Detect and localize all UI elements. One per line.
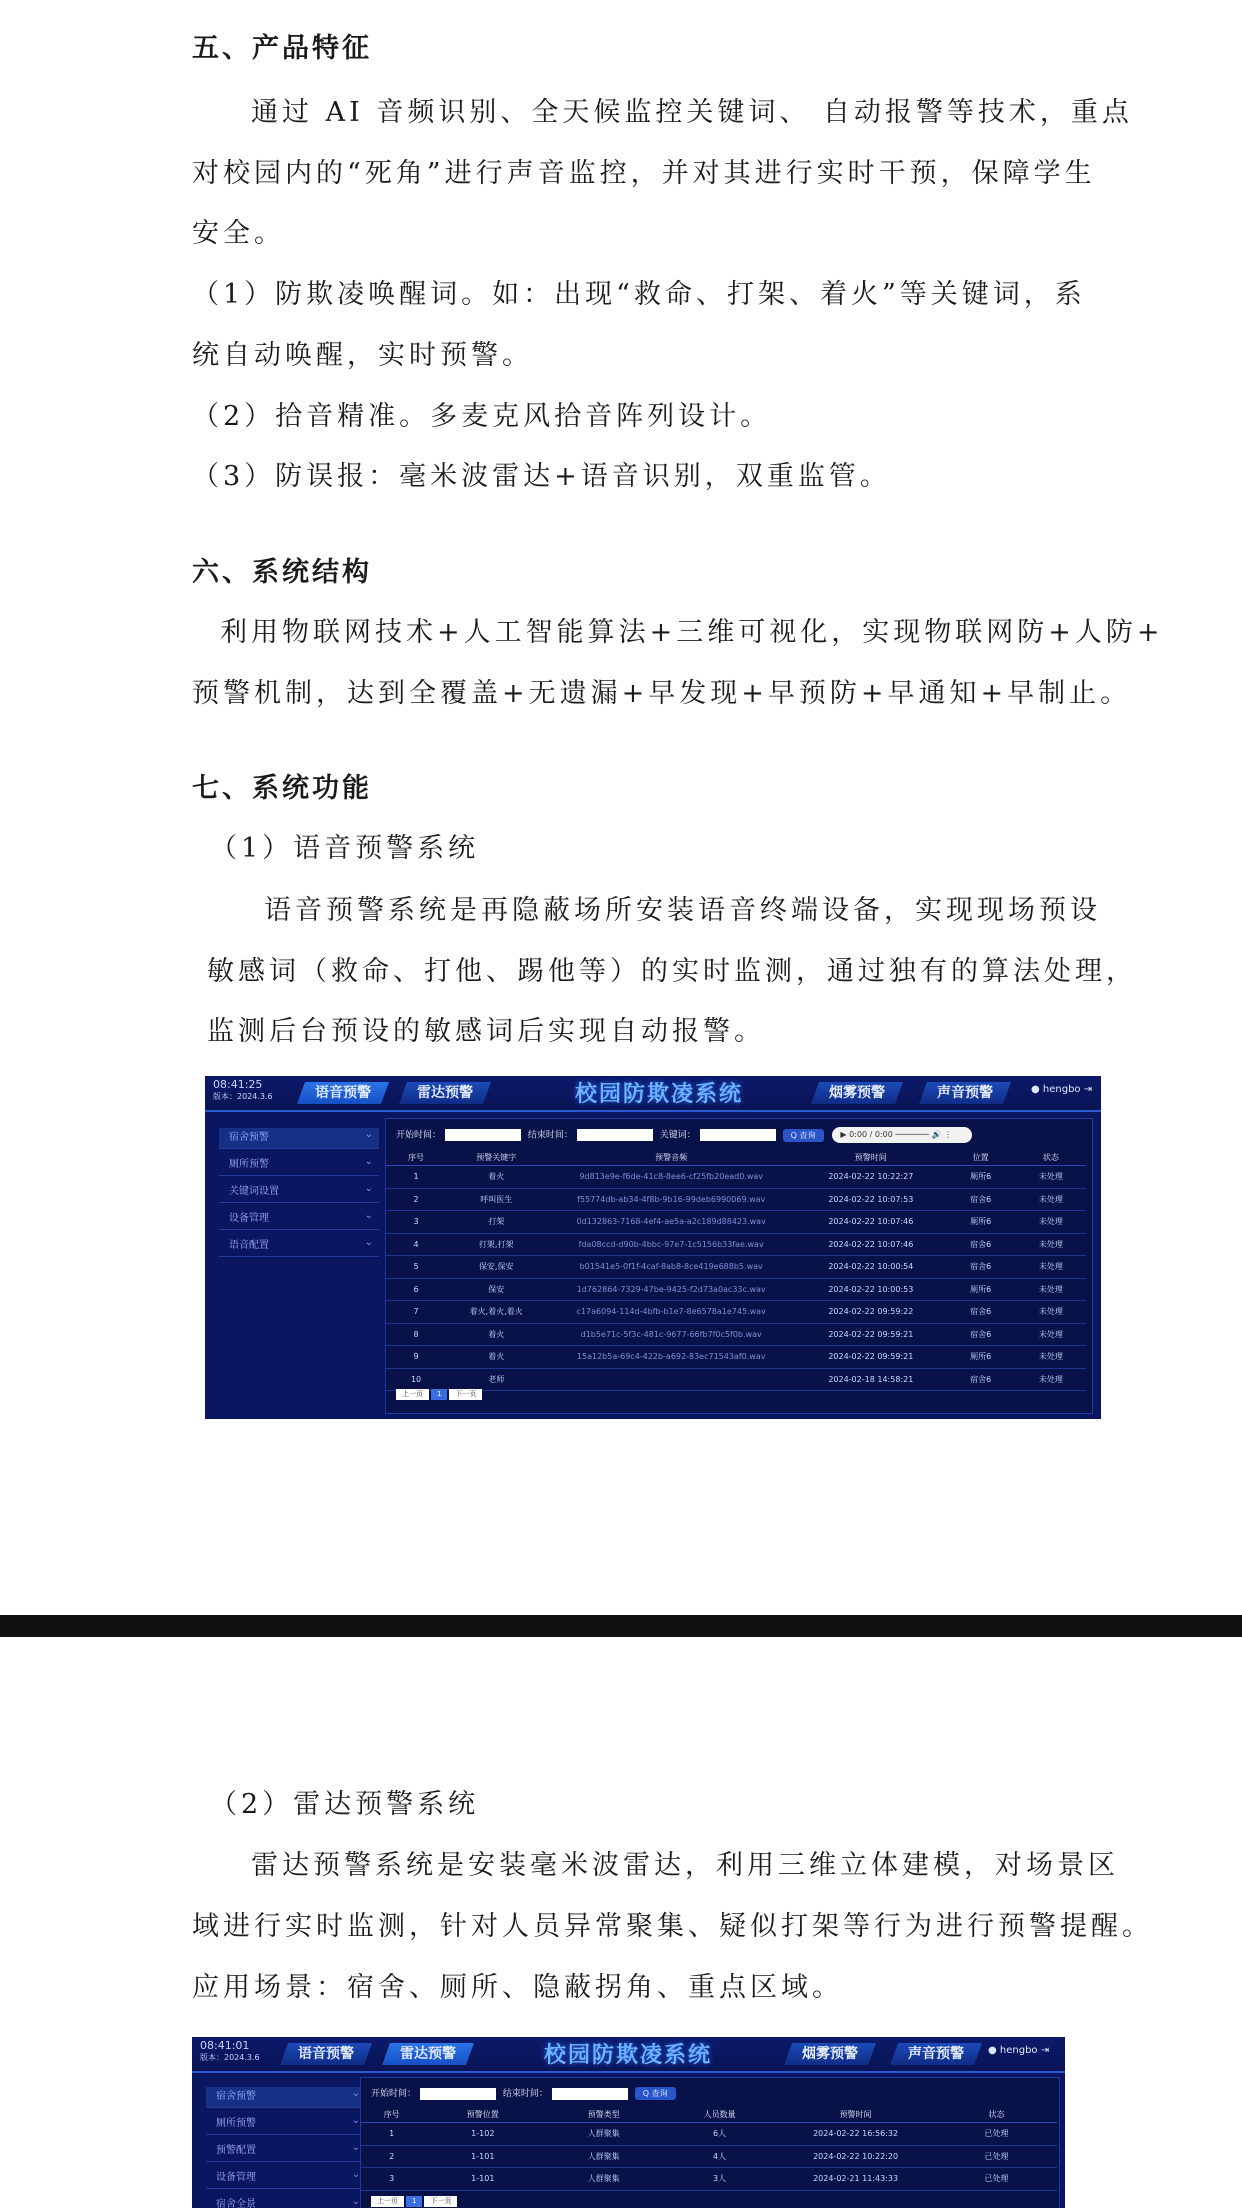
table-cell: 1-101	[422, 2168, 543, 2191]
next-page-button[interactable]: 下一页	[424, 2196, 457, 2207]
filter-bar: 开始时间： 结束时间： Q 查询	[371, 2086, 676, 2100]
table-cell: 未处理	[1016, 1368, 1086, 1391]
next-page-button[interactable]: 下一页	[449, 1389, 482, 1400]
table-cell: 着火	[446, 1346, 546, 1369]
table-cell: c17a6094-114d-4bfb-b1e7-8e6578a1e745.wav	[546, 1301, 796, 1324]
start-time-input[interactable]	[445, 1129, 521, 1141]
table-cell: 宿舍6	[946, 1233, 1016, 1256]
table-cell: 2024-02-22 09:59:22	[796, 1301, 946, 1324]
system-title: 校园防欺凌系统	[544, 2043, 713, 2068]
table-cell: 15a12b5a-69c4-422b-a692-83ec71543af0.wav	[546, 1346, 796, 1369]
table-cell: 着火,着火,着火	[446, 1301, 546, 1324]
table-cell: 3	[361, 2168, 422, 2191]
subsection-title: （2）雷达预警系统	[210, 1789, 480, 1820]
page-number[interactable]: 1	[406, 2196, 422, 2207]
table-cell: 未处理	[1016, 1301, 1086, 1324]
table-cell: 4	[386, 1233, 446, 1256]
table-cell: 打架,打架	[446, 1233, 546, 1256]
end-time-input[interactable]	[552, 2088, 628, 2100]
table-row[interactable]	[386, 1368, 1086, 1391]
paragraph-line: 语音预警系统是再隐蔽场所安装语音终端设备，实现现场预设	[264, 895, 1101, 926]
section-heading-structure: 六、系统结构	[192, 557, 372, 588]
table-cell: 4人	[664, 2145, 775, 2168]
sidebar-item[interactable]: 宿舍预警 ⌄	[219, 1128, 379, 1149]
user-menu[interactable]: ● hengbo ⇥	[988, 2045, 1050, 2056]
table-cell: 1-101	[422, 2145, 543, 2168]
table-cell: 人群聚集	[543, 2123, 664, 2146]
table-cell: 人群聚集	[543, 2145, 664, 2168]
paragraph-line: 域进行实时监测，针对人员异常聚集、疑似打架等行为进行预警提醒。	[192, 1911, 1153, 1942]
table-row[interactable]	[386, 1323, 1086, 1346]
table-cell: 2024-02-21 11:43:33	[775, 2168, 936, 2191]
table-cell: 2024-02-22 09:59:21	[796, 1346, 946, 1369]
table-row[interactable]	[386, 1166, 1086, 1189]
paragraph-line: 雷达预警系统是安装毫米波雷达，利用三维立体建模，对场景区	[251, 1850, 1119, 1881]
table-cell: 2024-02-22 10:07:46	[796, 1211, 946, 1234]
section-heading-functions: 七、系统功能	[192, 773, 372, 804]
table-cell: 宿舍6	[946, 1323, 1016, 1346]
table-cell: 厕所6	[946, 1346, 1016, 1369]
table-cell: 1	[386, 1166, 446, 1189]
system-title: 校园防欺凌系统	[575, 1082, 744, 1107]
table-cell: 打架	[446, 1211, 546, 1234]
app-header	[192, 2037, 1065, 2073]
pagination	[396, 1389, 484, 1400]
paragraph-line: 对校园内的“死角”进行声音监控，并对其进行实时干预，保障学生	[192, 158, 1096, 189]
table-cell: 已处理	[936, 2168, 1057, 2191]
table-cell: 未处理	[1016, 1278, 1086, 1301]
clock: 08:41:01 版本：2024.3.6	[200, 2039, 260, 2062]
paragraph-line: 安全。	[192, 218, 285, 249]
table-cell: b01541e5-0f1f-4caf-8ab8-8ce419e688b5.wav	[546, 1256, 796, 1279]
table-cell: 厕所6	[946, 1166, 1016, 1189]
section-heading-features: 五、产品特征	[192, 33, 372, 64]
voice-main-panel	[385, 1118, 1093, 1414]
prev-page-button[interactable]: 上一页	[371, 2196, 404, 2207]
table-row[interactable]	[386, 1188, 1086, 1211]
sidebar-item[interactable]: 预警配置 ⌄	[206, 2141, 366, 2162]
table-cell: 8	[386, 1323, 446, 1346]
table-cell: 5	[386, 1256, 446, 1279]
sidebar-item[interactable]: 设备管理 ⌄	[206, 2168, 366, 2189]
table-cell: f55774db-ab34-4f8b-9b16-99deb6990069.wav	[546, 1188, 796, 1211]
radar-alert-table: 序号 预警位置 预警类型 人员数量 预警时间 状态 1 1-102 人群聚集 6人 2024-02-22 16:56:32 已处理 2 1-101 人群聚集 4人 2024-02-22 10:22:20 已处理 3 1-101 人群聚集 3人 2024-02-21 11:43:33 已处理	[361, 2106, 1057, 2191]
table-cell: 3人	[664, 2168, 775, 2191]
feature-item: （3）防误报：毫米波雷达+语音识别，双重监管。	[192, 461, 891, 492]
table-row[interactable]	[386, 1278, 1086, 1301]
table-row[interactable]	[386, 1233, 1086, 1256]
table-cell: 未处理	[1016, 1211, 1086, 1234]
sidebar-item[interactable]: 关键词设置 ⌄	[219, 1182, 379, 1203]
table-cell: 2024-02-22 16:56:32	[775, 2123, 936, 2146]
sidebar-item[interactable]: 语音配置 ⌄	[219, 1236, 379, 1257]
paragraph-line: 应用场景：宿舍、厕所、隐蔽拐角、重点区域。	[192, 1972, 843, 2003]
keyword-input[interactable]	[700, 1129, 776, 1141]
page-number[interactable]: 1	[431, 1389, 447, 1400]
table-cell: 呼叫医生	[446, 1188, 546, 1211]
table-cell: 2024-02-22 10:00:53	[796, 1278, 946, 1301]
filter-bar: 开始时间： 结束时间： 关键词： Q 查询 ▶ 0:00 / 0:00 ─────── 🔊 ⋮	[396, 1127, 972, 1143]
document-page-2	[0, 1637, 1242, 2208]
tab-radar-alert[interactable]: 雷达预警	[399, 1082, 491, 1104]
feature-item: （2）拾音精准。多麦克风拾音阵列设计。	[192, 401, 772, 432]
table-cell: 宿舍6	[946, 1188, 1016, 1211]
sidebar	[206, 2087, 366, 2208]
table-cell: 3	[386, 1211, 446, 1234]
table-cell: 保安,保安	[446, 1256, 546, 1279]
tab-voice-alert[interactable]: 语音预警	[297, 1082, 389, 1104]
tab-smoke-alert[interactable]: 烟雾预警	[811, 1082, 903, 1104]
tab-voice-alert[interactable]: 语音预警	[280, 2043, 372, 2065]
table-cell: 2	[386, 1188, 446, 1211]
radar-alert-screenshot	[192, 2037, 1065, 2208]
table-cell: 未处理	[1016, 1166, 1086, 1189]
table-cell: 1	[361, 2123, 422, 2146]
table-cell: 保安	[446, 1278, 546, 1301]
table-cell: 6	[386, 1278, 446, 1301]
table-cell	[546, 1368, 796, 1391]
table-row[interactable]	[386, 1256, 1086, 1279]
table-cell: 2024-02-22 10:22:27	[796, 1166, 946, 1189]
app-header	[205, 1076, 1101, 1112]
table-cell: 2024-02-22 10:07:53	[796, 1188, 946, 1211]
search-button[interactable]: Q 查询	[783, 1129, 824, 1142]
tab-sound-alert[interactable]: 声音预警	[890, 2043, 982, 2065]
table-cell: d1b5e71c-5f3c-481c-9677-66fb7f0c5f0b.wav	[546, 1323, 796, 1346]
tab-smoke-alert[interactable]: 烟雾预警	[784, 2043, 876, 2065]
table-row[interactable]	[361, 2123, 1057, 2146]
table-cell: 人群聚集	[543, 2168, 664, 2191]
pagination	[371, 2196, 459, 2207]
table-cell: 老师	[446, 1368, 546, 1391]
radar-main-panel	[360, 2077, 1060, 2208]
table-cell: 2024-02-22 09:59:21	[796, 1323, 946, 1346]
subsection-title: （1）语音预警系统	[210, 833, 480, 864]
table-cell: 2024-02-22 10:07:46	[796, 1233, 946, 1256]
paragraph-line: 通过 AI 音频识别、全天候监控关键词、 自动报警等技术，重点	[251, 97, 1133, 128]
sidebar-item[interactable]: 厕所预警 ⌄	[219, 1155, 379, 1176]
sidebar-item[interactable]: 设备管理 ⌄	[219, 1209, 379, 1230]
table-cell: 宿舍6	[946, 1256, 1016, 1279]
user-menu[interactable]: ● hengbo ⇥	[1031, 1084, 1093, 1095]
table-cell: 着火	[446, 1166, 546, 1189]
paragraph-line: 监测后台预设的敏感词后实现自动报警。	[207, 1016, 765, 1047]
table-cell: 6人	[664, 2123, 775, 2146]
sidebar-item[interactable]: 宿舍预警 ⌄	[206, 2087, 366, 2108]
table-cell: 9d813e9e-f6de-41c8-8ee6-cf25fb20ead0.wav	[546, 1166, 796, 1189]
tab-sound-alert[interactable]: 声音预警	[919, 1082, 1011, 1104]
audio-player[interactable]: ▶ 0:00 / 0:00 ─────── 🔊 ⋮	[832, 1127, 972, 1143]
table-cell: 2024-02-22 10:22:20	[775, 2145, 936, 2168]
table-cell: 未处理	[1016, 1323, 1086, 1346]
table-cell: 2024-02-22 10:00:54	[796, 1256, 946, 1279]
table-cell: 1d762864-7329-47be-9425-f2d73a0ac33c.wav	[546, 1278, 796, 1301]
prev-page-button[interactable]: 上一页	[396, 1389, 429, 1400]
table-cell: 宿舍6	[946, 1301, 1016, 1324]
paragraph-line: 预警机制，达到全覆盖+无遗漏+早发现+早预防+早通知+早制止。	[192, 678, 1132, 709]
paragraph-line: 利用物联网技术+人工智能算法+三维可视化，实现物联网防+人防+	[220, 617, 1164, 648]
table-row[interactable]	[386, 1301, 1086, 1324]
sidebar	[219, 1128, 379, 1263]
table-cell: 厕所6	[946, 1278, 1016, 1301]
tab-radar-alert[interactable]: 雷达预警	[382, 2043, 474, 2065]
table-row[interactable]	[361, 2168, 1057, 2191]
table-cell: 未处理	[1016, 1233, 1086, 1256]
table-cell: 2	[361, 2145, 422, 2168]
voice-alert-screenshot	[205, 1076, 1101, 1419]
page-separator	[0, 1615, 1242, 1637]
search-button[interactable]: Q 查询	[635, 2087, 676, 2100]
start-time-input[interactable]	[420, 2088, 496, 2100]
table-cell: 已处理	[936, 2123, 1057, 2146]
voice-alert-table: 序号 预警关键字 预警音频 预警时间 位置 状态 1 着火 9d813e9e-f6de-41c8-8ee6-cf25fb20ead0.wav 2024-02-22 10:22:27 厕所6 未处理 2 呼叫医生 f55774db-ab34-4f8b-9b16-99deb6990069.wav 2024-02-22 10:07:53 宿舍6 未处理 3 打架 0d132863-7168-4ef4-ae5a-a2c189d88423.wav 2024-02-22 10:07:46 厕所6 未处理 4 打架,打架 fda08ccd-d90b-4bbc-97e7-1c5156b33fae.wav 2024-02-22 10:07:46 宿舍6 未处理 5 保安,保安 b01541e5-0f1f-4caf-8ab8-8ce419e688b5.wav 2024-02-22 10:00:54 宿舍6 未处理 6 保安 1d762864-7329-47be-9425-f2d73a0ac33c.wav 2024-02-22 10:00:53 厕所6 未处理 7 着火,着火,着火 c17a6094-114d-4bfb-b1e7-8e6578a1e745.wav 2024-02-22 09:59:22 宿舍6 未处理 8 着火 d1b5e71c-5f3c-481c-9677-66fb7f0c5f0b.wav 2024-02-22 09:59:21 宿舍6 未处理 9 着火 15a12b5a-69c4-422b-a692-83ec71543af0.wav 2024-02-22 09:59:21 厕所6 未处理 10 老师 2024-02-18 14:58:21 宿舍6 未处理	[386, 1149, 1086, 1391]
table-cell: 厕所6	[946, 1211, 1016, 1234]
table-cell: 已处理	[936, 2145, 1057, 2168]
table-cell: 着火	[446, 1323, 546, 1346]
table-cell: 1-102	[422, 2123, 543, 2146]
table-cell: 9	[386, 1346, 446, 1369]
clock: 08:41:25 版本：2024.3.6	[213, 1078, 273, 1101]
table-row[interactable]	[386, 1346, 1086, 1369]
table-cell: 7	[386, 1301, 446, 1324]
end-time-input[interactable]	[577, 1129, 653, 1141]
sidebar-item[interactable]: 宿舍全景 ⌄	[206, 2195, 366, 2208]
table-cell: 10	[386, 1368, 446, 1391]
table-cell: 未处理	[1016, 1188, 1086, 1211]
table-cell: 未处理	[1016, 1346, 1086, 1369]
table-cell: 2024-02-18 14:58:21	[796, 1368, 946, 1391]
table-cell: 未处理	[1016, 1256, 1086, 1279]
table-cell: 宿舍6	[946, 1368, 1016, 1391]
table-cell: 0d132863-7168-4ef4-ae5a-a2c189d88423.wav	[546, 1211, 796, 1234]
feature-item: 统自动唤醒，实时预警。	[192, 340, 533, 371]
table-row[interactable]	[386, 1211, 1086, 1234]
table-row[interactable]	[361, 2145, 1057, 2168]
table-cell: fda08ccd-d90b-4bbc-97e7-1c5156b33fae.wav	[546, 1233, 796, 1256]
feature-item: （1）防欺凌唤醒词。如：出现“救命、打架、着火”等关键词，系	[192, 279, 1086, 310]
sidebar-item[interactable]: 厕所预警 ⌄	[206, 2114, 366, 2135]
paragraph-line: 敏感词（救命、打他、踢他等）的实时监测，通过独有的算法处理，	[207, 956, 1137, 987]
